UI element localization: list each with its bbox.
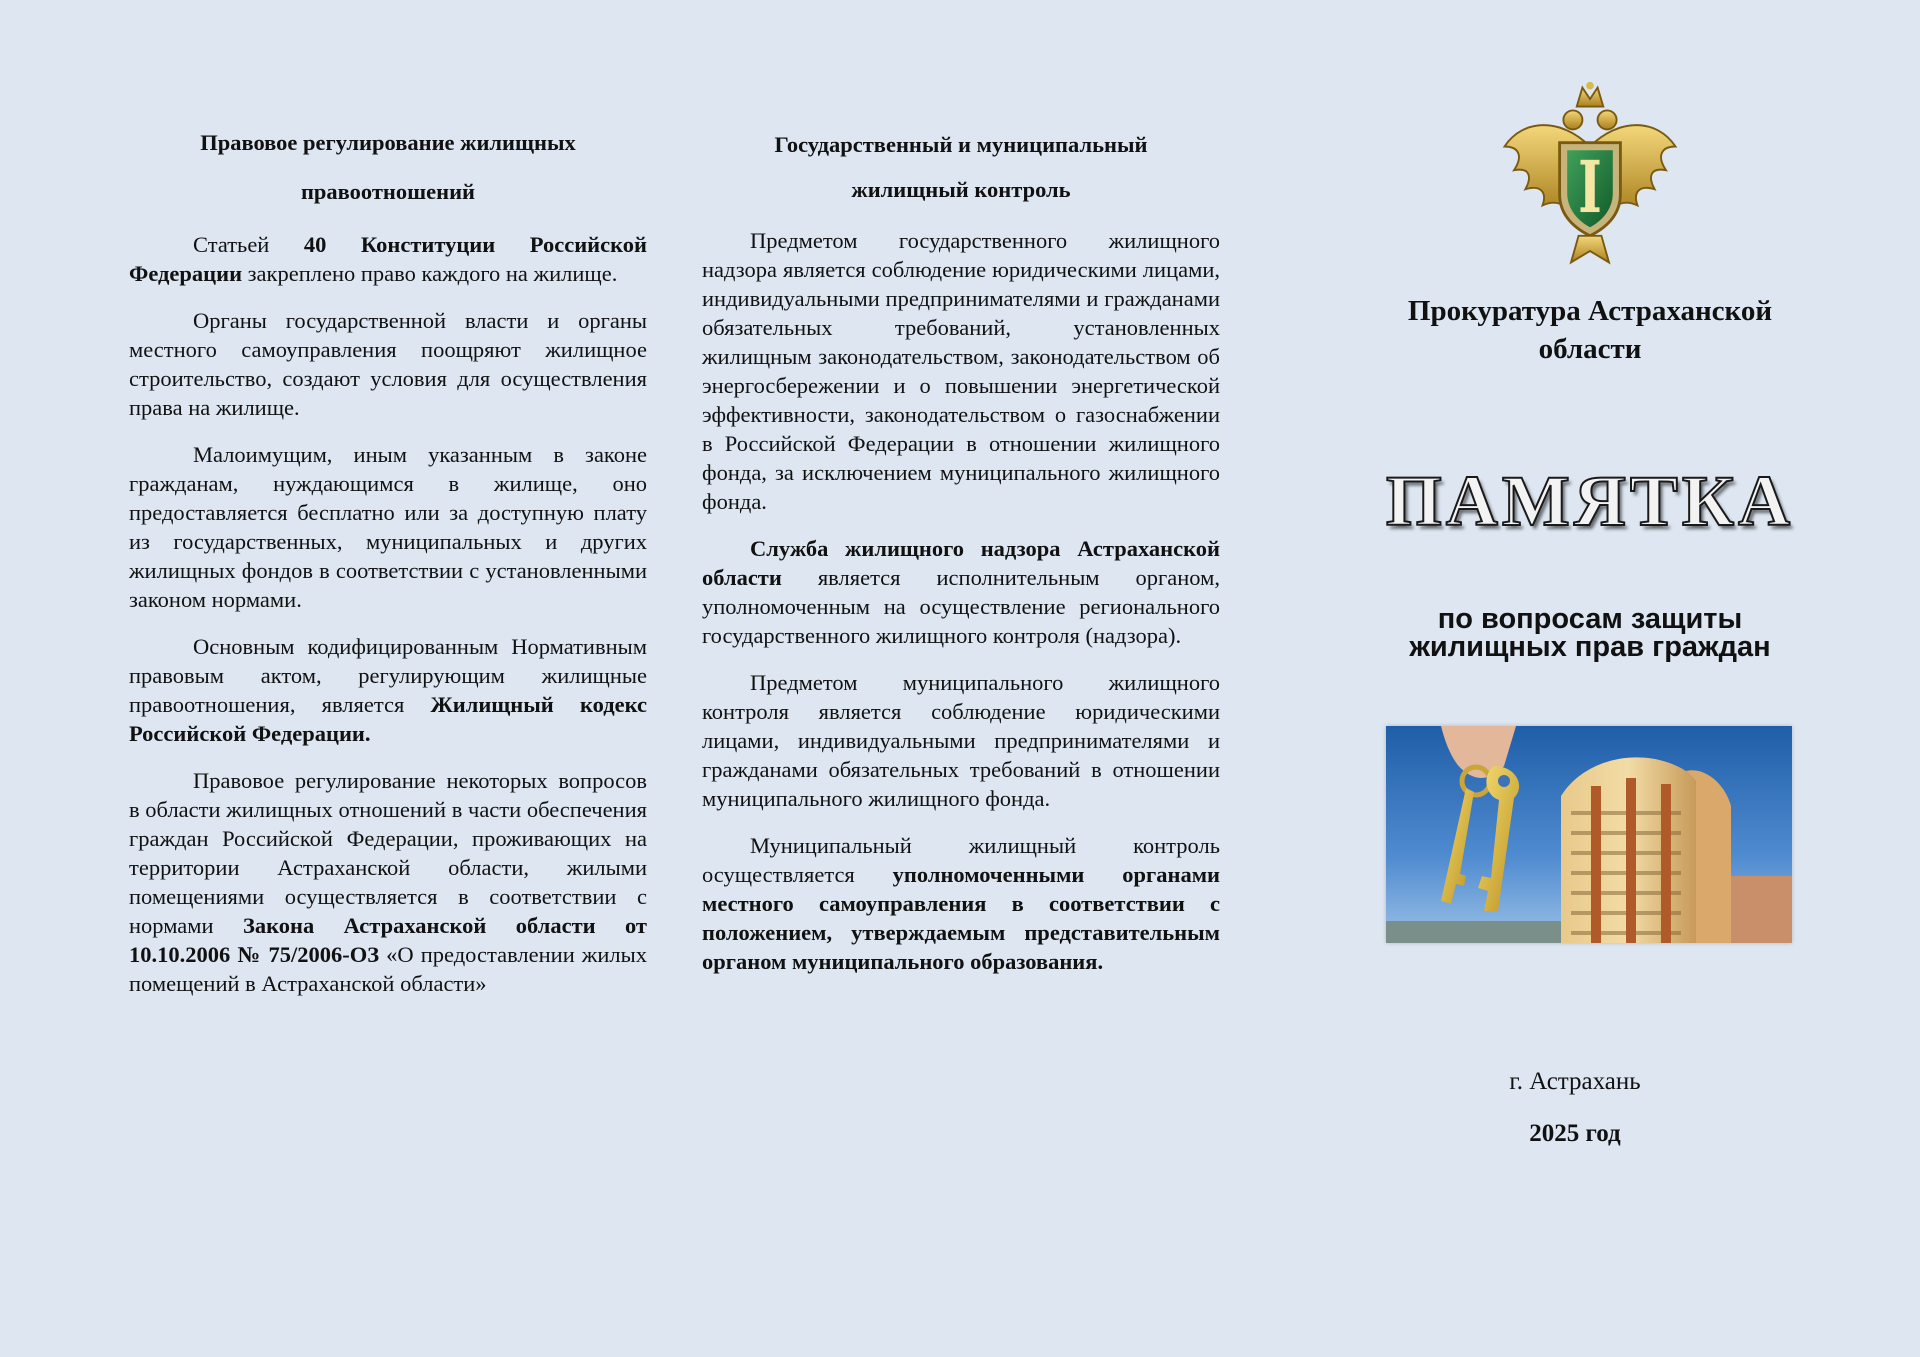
- heading-line-1: Правовое регулирование жилищных: [200, 130, 576, 155]
- paragraph-authorities: Органы государственной власти и органы местного самоуправления поощряют жилищное строительство, создают условия для осуществления права на жилище.: [129, 308, 647, 420]
- column-housing-control: [702, 122, 1220, 994]
- organization-name: Прокуратура Астраханской области: [1407, 295, 1773, 365]
- heading-line-1: Государственный и муниципальный: [774, 132, 1148, 157]
- section-heading: [702, 122, 1220, 212]
- column-legal-regulation: [129, 118, 647, 1016]
- memo-subtitle: по вопросам защиты жилищных прав граждан: [1409, 603, 1771, 663]
- paragraph-regional-law: Правовое регулирование некоторых вопросов в области жилищных отношений в части обеспечения граждан Российской Федерации, проживающих на территории Астраханской области, жилыми помещениями осуществляется в соответствии с нормами Закона Астраханской области от 10.10.2006 № 75/2006-ОЗ «О предоставлении жилых помещений в Астраханской области»: [129, 768, 647, 996]
- paragraph-service: Служба жилищного надзора Астраханской области является исполнительным органом, уполномоченным на осуществление регионального государственного жилищного контроля (надзора).: [702, 536, 1220, 648]
- heading-line-2: правоотношений: [300, 179, 476, 204]
- paragraph-state-supervision: Предметом государственного жилищного надзора является соблюдение юридическими лицами, индивидуальными предпринимателями и гражданами обязательных требований, установленных жилищным законодательством, законодательством об энергосбережении и о повышении энергетической эффективности, законодательством о газоснабжении в Российской Федерации в отношении жилищного фонда, за исключением муниципального жилищного фонда.: [702, 228, 1220, 514]
- paragraph-municipal-control: Муниципальный жилищный контроль осуществляется уполномоченными органами местного самоуправления в соответствии с положением, утверждаемым представительным органом муниципального образования.: [702, 833, 1220, 974]
- section-heading: [129, 118, 647, 216]
- keys-building-photo: [1386, 726, 1792, 943]
- paragraph-low-income: Малоимущим, иным указанным в законе гражданам, нуждающимся в жилище, оно предоставляется бесплатно или за доступную плату из государственных, муниципальных и других жилищных фондов в соответствии с установленными законом нормами.: [129, 442, 647, 612]
- heading-line-2: жилищный контроль: [851, 177, 1071, 202]
- prosecutor-emblem-icon: [1495, 80, 1685, 270]
- memo-title: ПАМЯТКА: [1385, 461, 1795, 541]
- year-label: 2025 год: [1529, 1120, 1621, 1147]
- cover-panel: [1340, 80, 1840, 661]
- paragraph-housing-code: Основным кодифицированным Нормативным правовым актом, регулирующим жилищные правоотношения, является Жилищный кодекс Российской Федерации.: [129, 634, 647, 746]
- paragraph-constitution: Статьей 40 Конституции Российской Федерации закреплено право каждого на жилище.: [129, 232, 647, 286]
- city-label: г. Астрахань: [1509, 1068, 1641, 1095]
- paragraph-municipal-subject: Предметом муниципального жилищного контроля является соблюдение юридическими лицами, индивидуальными предпринимателями и гражданами обязательных требований в отношении муниципального жилищного фонда.: [702, 670, 1220, 811]
